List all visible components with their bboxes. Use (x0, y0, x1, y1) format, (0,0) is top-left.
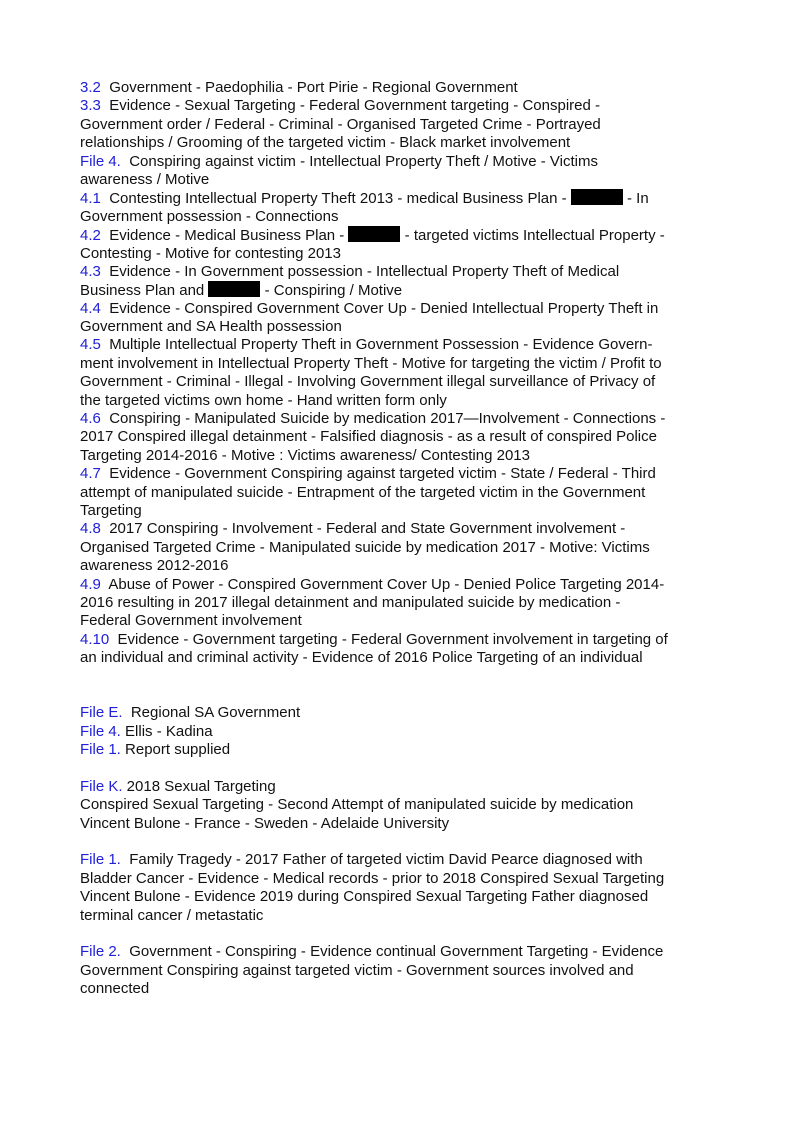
section-text: Targeting (80, 501, 142, 519)
spacer (80, 668, 720, 705)
section-ref: 4.3 (80, 262, 101, 280)
file-text: Government Conspiring against targeted victim - Government sources involved and (80, 961, 634, 979)
section-ref: 4.8 (80, 520, 101, 538)
section-text: Organised Targeted Crime - Manipulated suicide by medication 2017 - Motive: Victims (80, 538, 650, 556)
section-text: Evidence - Medical Business Plan - (100, 227, 349, 245)
section-text: an individual and criminal activity - Evidence of 2016 Police Targeting of an individual (80, 649, 643, 667)
section-text: - Conspiring / Motive (260, 282, 403, 300)
section-ref: 4.10 (80, 630, 110, 648)
section-ref: 4.4 (80, 299, 101, 317)
redaction-box (348, 226, 400, 242)
section-text: 2016 resulting in 2017 illegal detainment and manipulated suicide by medication - (80, 593, 621, 611)
section-4-4 (80, 300, 720, 318)
section-4-3 (80, 263, 720, 281)
section-text: Targeting 2014-2016 - Motive : Victims awareness/ Contesting 2013 (80, 446, 530, 464)
file-text: Vincent Bulone - Evidence 2019 during Conspired Sexual Targeting Father diagnosed (80, 888, 649, 906)
file-text: Government - Conspiring - Evidence continual Government Targeting - Evidence (120, 943, 664, 961)
section-ref: 4.9 (80, 575, 101, 593)
file-text: Bladder Cancer - Evidence - Medical records - prior to 2018 Conspired Sexual Targeting (80, 869, 665, 887)
file-2 (80, 943, 720, 961)
section-text: Contesting - Motive for contesting 2013 (80, 244, 341, 262)
section-4-1 (80, 189, 720, 207)
file-ref: File 1. (80, 741, 121, 759)
section-text: - targeted victims Intellectual Property - (400, 227, 665, 245)
file-text: Ellis - Kadina (120, 722, 213, 740)
section-text: Evidence - Government targeting - Federal Government involvement in targeting of (109, 630, 668, 648)
section-4-2 (80, 226, 720, 244)
redaction-box (208, 281, 260, 297)
file-text: Conspired Sexual Targeting - Second Attempt of manipulated suicide by medication (80, 796, 634, 814)
section-text: Federal Government involvement (80, 612, 302, 630)
section-4-7 (80, 465, 720, 483)
section-text: Evidence - In Government possession - Intellectual Property Theft of Medical (100, 262, 620, 280)
section-text: Government and SA Health possession (80, 318, 342, 336)
section-text: Government order / Federal - Criminal - Organised Targeted Crime - Portrayed (80, 115, 601, 133)
section-ref: 3.2 (80, 79, 101, 96)
section-text: - In (622, 190, 649, 208)
file-text: Report supplied (120, 741, 231, 759)
section-text: Government - Criminal - Illegal - Involving Government illegal surveillance of Privacy of (80, 373, 656, 391)
file-text: Family Tragedy - 2017 Father of targeted victim David Pearce diagnosed with (120, 851, 643, 869)
file-1-report (80, 741, 720, 759)
section-text: relationships / Grooming of the targeted victim - Black market involvement (80, 134, 571, 152)
section-text: awareness 2012-2016 (80, 557, 229, 575)
spacer (80, 925, 720, 943)
section-text: attempt of manipulated suicide - Entrapment of the targeted victim in the Government (80, 483, 646, 501)
section-text: Conspiring against victim - Intellectual Property Theft / Motive - Victims (120, 152, 598, 170)
section-4-10 (80, 631, 720, 649)
section-4-9 (80, 576, 720, 594)
file-text: Regional SA Government (122, 704, 301, 722)
section-text: Contesting Intellectual Property Theft 2013 - medical Business Plan - (100, 190, 571, 208)
spacer (80, 833, 720, 851)
spacer (80, 759, 720, 777)
section-text: Evidence - Conspired Government Cover Up - Denied Intellectual Property Theft in (100, 299, 659, 317)
file-k (80, 778, 720, 796)
section-text: Evidence - Sexual Targeting - Federal Government targeting - Conspired - (100, 97, 600, 115)
section-text: Abuse of Power - Conspired Government Cover Up - Denied Police Targeting 2014- (100, 575, 665, 593)
file-text: Vincent Bulone - France - Sweden - Adelaide University (80, 814, 450, 832)
section-text: Government - Paedophilia - Port Pirie - Regional Government (100, 79, 518, 96)
section-3-3 (80, 97, 720, 115)
file-1-family (80, 851, 720, 869)
section-ref: File 4. (80, 152, 121, 170)
file-ref: File E. (80, 704, 123, 722)
file-ref: File 2. (80, 943, 121, 961)
section-ref: 4.6 (80, 410, 101, 428)
file-4 (80, 723, 720, 741)
section-text: 2017 Conspiring - Involvement - Federal and State Government involvement - (100, 520, 626, 538)
section-3-2 (80, 79, 720, 97)
file-ref: File 4. (80, 722, 121, 740)
section-4-6 (80, 410, 720, 428)
file-text: 2018 Sexual Targeting (122, 777, 276, 795)
section-ref: 4.2 (80, 227, 101, 245)
file-ref: File K. (80, 777, 123, 795)
section-4-3-line-2 (80, 281, 720, 299)
section-text: awareness / Motive (80, 170, 210, 188)
section-ref: 3.3 (80, 97, 101, 115)
section-text: 2017 Conspired illegal detainment - Falsified diagnosis - as a result of conspired Police (80, 428, 657, 446)
section-text: Business Plan and (80, 282, 209, 300)
section-text: Multiple Intellectual Property Theft in Government Possession - Evidence Govern- (100, 336, 653, 354)
section-ref: 4.7 (80, 465, 101, 483)
section-ref: 4.5 (80, 336, 101, 354)
file-ref: File 1. (80, 851, 121, 869)
file-text: terminal cancer / metastatic (80, 906, 264, 924)
section-text: the targeted victims own home - Hand written form only (80, 391, 447, 409)
section-file-4 (80, 153, 720, 171)
section-4-5 (80, 336, 720, 354)
section-4-8 (80, 520, 720, 538)
section-text: Evidence - Government Conspiring against targeted victim - State / Federal - Third (100, 465, 656, 483)
section-text: ment involvement in Intellectual Property Theft - Motive for targeting the victim / Profit to (80, 354, 662, 372)
section-ref: 4.1 (80, 190, 101, 208)
file-text: connected (80, 980, 150, 998)
section-text: Government possession - Connections (80, 207, 339, 225)
redaction-box (571, 189, 623, 205)
file-e (80, 704, 720, 722)
document-body (80, 79, 720, 999)
section-text: Conspiring - Manipulated Suicide by medication 2017—Involvement - Connections - (100, 410, 666, 428)
